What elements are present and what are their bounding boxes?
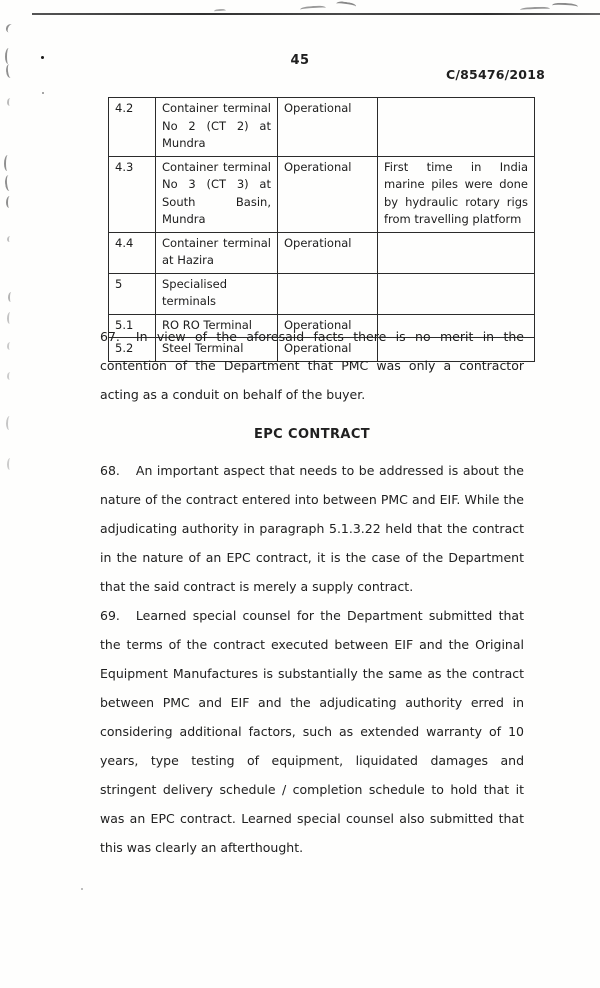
cell-status: Operational (278, 98, 378, 157)
cell-sno: 5 (109, 273, 156, 314)
paragraph-text: Learned special counsel for the Department submitted that the terms of the contract executed between EIF and the Original Equipment Manufactures is substantially the same as the contract between PMC and EIF and the adjudicating authority erred in considering additional factors, such as extended warranty of 10 years, type testing of equipment, liquidated damages and stringent delivery schedule / completion schedule to hold that it was an EPC contract. Learned special counsel also submitted that this was clearly an afterthought. (100, 608, 524, 855)
cell-status (278, 273, 378, 314)
cell-description: Container terminal No 2 (CT 2) at Mundra (156, 98, 278, 157)
cell-description: Container terminal No 3 (CT 3) at South Basin, Mundra (156, 156, 278, 232)
scan-artifact (336, 1, 357, 12)
page-number: 45 (290, 53, 310, 68)
paragraph-68 (100, 456, 524, 601)
scan-artifact (4, 175, 14, 192)
scan-artifact (32, 13, 600, 15)
cell-remarks (378, 98, 535, 157)
table-row (109, 156, 535, 232)
cell-sno: 4.4 (109, 232, 156, 273)
scan-artifact (5, 23, 16, 34)
scan-artifact (4, 155, 11, 171)
paragraph-69 (100, 601, 524, 862)
section-heading-epc-contract: EPC CONTRACT (253, 427, 371, 442)
cell-description: RO RO Terminal (156, 314, 278, 338)
cell-status: Operational (278, 232, 378, 273)
scan-artifact (552, 2, 578, 11)
paragraph-text: An important aspect that needs to be addressed is about the nature of the contract entered into between PMC and EIF. While the adjudicating authority in paragraph 5.1.3.22 held that the contract in the nature of an EPC contract, it is the case of the Department that the said contract is merely a supply contract. (100, 463, 524, 594)
cell-remarks: First time in India marine piles were done by hydraulic rotary rigs from travelling platform (378, 156, 535, 232)
table-row (109, 273, 535, 314)
cell-status: Operational (278, 156, 378, 232)
cell-remarks (378, 273, 535, 314)
cell-status: Operational (278, 338, 378, 362)
cell-sno: 4.2 (109, 98, 156, 157)
paragraph-number: 67. (100, 329, 120, 344)
paragraph-number: 68. (100, 463, 120, 478)
case-number: C/85476/2018 (446, 67, 545, 82)
scan-artifact (7, 372, 13, 380)
paragraph-text: In view of the aforesaid facts there is no merit in the contention of the Department that PMC was only a contractor acting as a conduit on behalf of the buyer. (100, 329, 524, 402)
scan-artifact (8, 292, 14, 302)
scan-artifact (6, 416, 13, 430)
paragraph-67 (100, 322, 524, 409)
cell-sno: 5.2 (109, 338, 156, 362)
cell-description: Container terminal at Hazira (156, 232, 278, 273)
cell-sno: 4.3 (109, 156, 156, 232)
scan-artifact (7, 458, 13, 470)
paragraph-number: 69. (100, 608, 120, 623)
cell-remarks (378, 232, 535, 273)
document-body (100, 322, 524, 862)
scan-artifact (7, 98, 13, 106)
scan-artifact (7, 312, 13, 324)
scan-artifact (7, 236, 13, 242)
table-row (109, 98, 535, 157)
table-row (109, 232, 535, 273)
cell-description: Specialised terminals (156, 273, 278, 314)
scan-artifact (81, 888, 83, 890)
cell-sno: 5.1 (109, 314, 156, 338)
cell-description: Steel Terminal (156, 338, 278, 362)
cell-status: Operational (278, 314, 378, 338)
scan-artifact (7, 342, 13, 350)
scan-artifact (6, 196, 13, 208)
scan-artifact (42, 92, 44, 94)
